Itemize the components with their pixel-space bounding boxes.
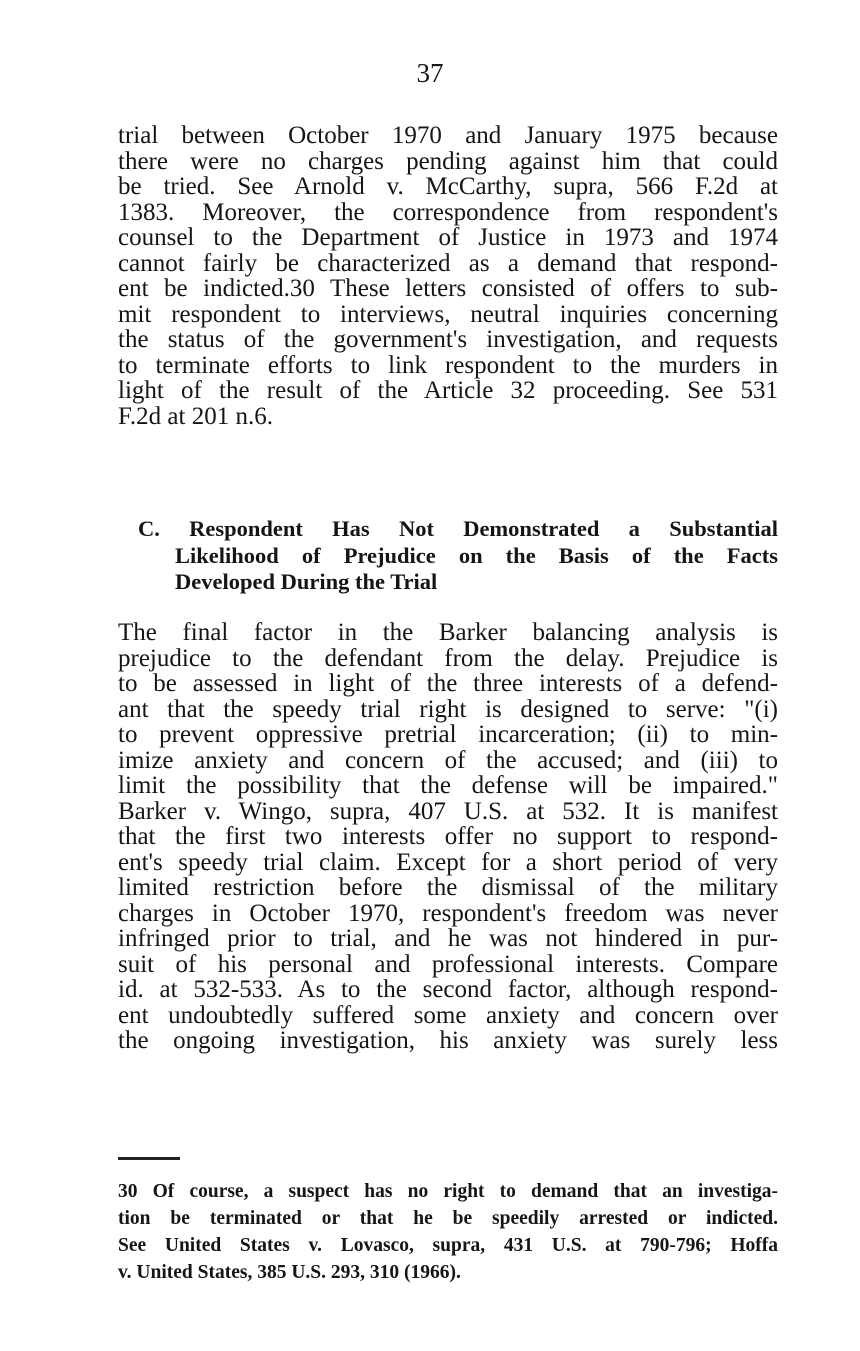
- heading-line: C. Respondent Has Not Demonstrated a Substantial: [138, 516, 778, 541]
- text-line: prejudice to the defendant from the delay. Prejudice is: [118, 644, 778, 672]
- text-line: ent's speedy trial claim. Except for a short period of very: [118, 848, 778, 876]
- text-line: Barker v. Wingo, supra, 407 U.S. at 532. It is manifest: [118, 797, 778, 825]
- footnote-line: v. United States, 385 U.S. 293, 310 (1966).: [118, 1262, 461, 1283]
- text-line: trial between October 1970 and January 1975 because: [118, 122, 778, 149]
- text-line: 1383. Moreover, the correspondence from respondent's: [118, 198, 778, 226]
- text-line: suit of his personal and professional interests. Compare: [118, 950, 778, 978]
- text-line: limit the possibility that the defense will be impaired.": [118, 772, 778, 799]
- footnote-30: [118, 1178, 778, 1286]
- footnote-line: tion be terminated or that he be speedily arrested or indicted.: [118, 1208, 778, 1229]
- text-line: cannot fairly be characterized as a demand that respond-: [118, 249, 778, 277]
- text-line: to terminate efforts to link respondent to the murders in: [118, 351, 778, 379]
- paragraph-continuation: [118, 123, 778, 429]
- footnote-divider: [118, 1157, 180, 1160]
- text-line: to prevent oppressive pretrial incarceration; (ii) to min-: [118, 721, 778, 748]
- text-line: that the first two interests offer no support to respond-: [118, 823, 778, 850]
- text-line: to be assessed in light of the three interests of a defend-: [118, 670, 778, 697]
- text-line: limited restriction before the dismissal of the military: [118, 874, 778, 901]
- heading-line: Developed During the Trial: [175, 569, 438, 594]
- text-line: F.2d at 201 n.6.: [118, 402, 273, 430]
- footnote-line: 30 Of course, a suspect has no right to demand that an investiga-: [118, 1181, 778, 1202]
- text-line: mit respondent to interviews, neutral inquiries concerning: [118, 300, 778, 328]
- footnote-line: See United States v. Lovasco, supra, 431 U.S. at 790-796; Hoffa: [118, 1235, 778, 1256]
- text-line: ent undoubtedly suffered some anxiety and concern over: [118, 1001, 778, 1029]
- paragraph-prejudice: [118, 620, 778, 1054]
- text-line: light of the result of the Article 32 proceeding. See 531: [118, 377, 778, 404]
- text-line: The final factor in the Barker balancing analysis is: [118, 619, 778, 646]
- text-line: there were no charges pending against him that could: [118, 147, 778, 175]
- section-heading: [138, 516, 778, 596]
- text-line: be tried. See Arnold v. McCarthy, supra, 566 F.2d at: [118, 173, 778, 200]
- text-line: infringed prior to trial, and he was not hindered in pur-: [118, 925, 778, 952]
- text-line: id. at 532-533. As to the second factor, although respond-: [118, 976, 778, 1003]
- text-line: the status of the government's investigation, and requests: [118, 326, 778, 353]
- text-line: ant that the speedy trial right is designed to serve: "(i): [118, 695, 778, 723]
- text-line: counsel to the Department of Justice in 1973 and 1974: [118, 224, 778, 251]
- text-line: imize anxiety and concern of the accused; and (iii) to: [118, 746, 778, 774]
- text-line: the ongoing investigation, his anxiety was surely less: [118, 1027, 778, 1054]
- text-line: ent be indicted.30 These letters consisted of offers to sub-: [118, 275, 778, 302]
- page-number: 37: [416, 58, 444, 88]
- text-line: charges in October 1970, respondent's freedom was never: [118, 899, 778, 927]
- heading-line: Likelihood of Prejudice on the Basis of the Facts: [175, 542, 778, 568]
